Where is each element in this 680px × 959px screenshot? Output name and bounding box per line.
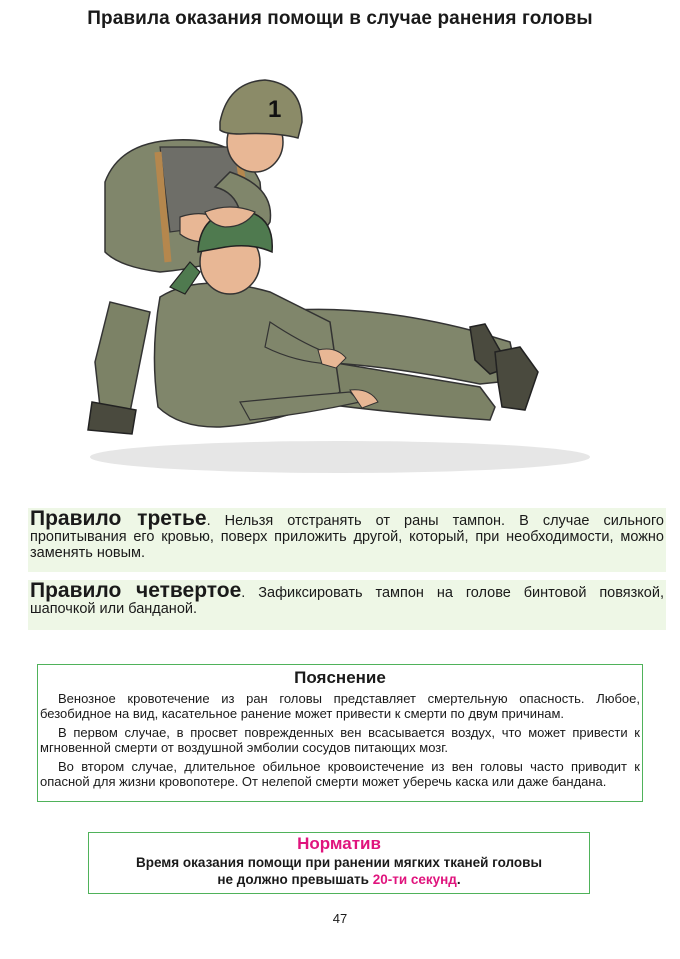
norm-line-2 bbox=[89, 871, 589, 888]
rule-third-heading: Правило третье bbox=[30, 507, 207, 530]
rule-fourth-text: . Зафиксировать тампон на голове бинтовой повязкой, шапочкой или банданой. bbox=[30, 585, 664, 617]
norm-box bbox=[88, 832, 590, 894]
page-title: Правила оказания помощи в случае ранения головы bbox=[87, 8, 593, 29]
norm-suffix: . bbox=[456, 872, 461, 887]
norm-title: Норматив bbox=[297, 834, 381, 853]
norm-prefix: не должно превышать bbox=[217, 872, 373, 887]
explanation-paragraph: Во втором случае, длительное обильное кровоистечение из вен головы часто приводит к опасной для жизни кровопотере. От нелепой смерти может уберечь каска или даже бандана. bbox=[40, 759, 640, 789]
explanation-box bbox=[37, 664, 643, 802]
helmet bbox=[220, 80, 302, 138]
explanation-paragraph: Венозное кровотечение из ран головы представляет смертельную опасность. Любое, безобидное на вид, касательное ранение может привести к смерти по двум причинам. bbox=[40, 691, 640, 721]
helmet-number: 1 bbox=[268, 96, 282, 123]
page-number: 47 bbox=[332, 911, 348, 926]
rule-third bbox=[28, 508, 666, 572]
explanation-title: Пояснение bbox=[294, 668, 386, 687]
norm-line-1: Время оказания помощи при ранении мягких тканей головы bbox=[135, 855, 543, 870]
rule-fourth bbox=[28, 580, 666, 630]
norm-time: 20-ти секунд bbox=[372, 872, 457, 887]
rule-fourth-heading: Правило четвертое bbox=[30, 579, 242, 602]
explanation-paragraph: В первом случае, в просвет поврежденных вен всасывается воздух, что может привести к мгновенной смерти от воздушной эмболии сосудов питающих мозг. bbox=[40, 725, 640, 755]
ground-shadow bbox=[90, 441, 590, 473]
first-aid-illustration bbox=[40, 62, 640, 482]
rule-third-text: . Нельзя отстранять от раны тампон. В случае сильного пропитывания его кровью, поверх приложить другой, который, при необходимости, можно заменять новым. bbox=[30, 513, 664, 561]
